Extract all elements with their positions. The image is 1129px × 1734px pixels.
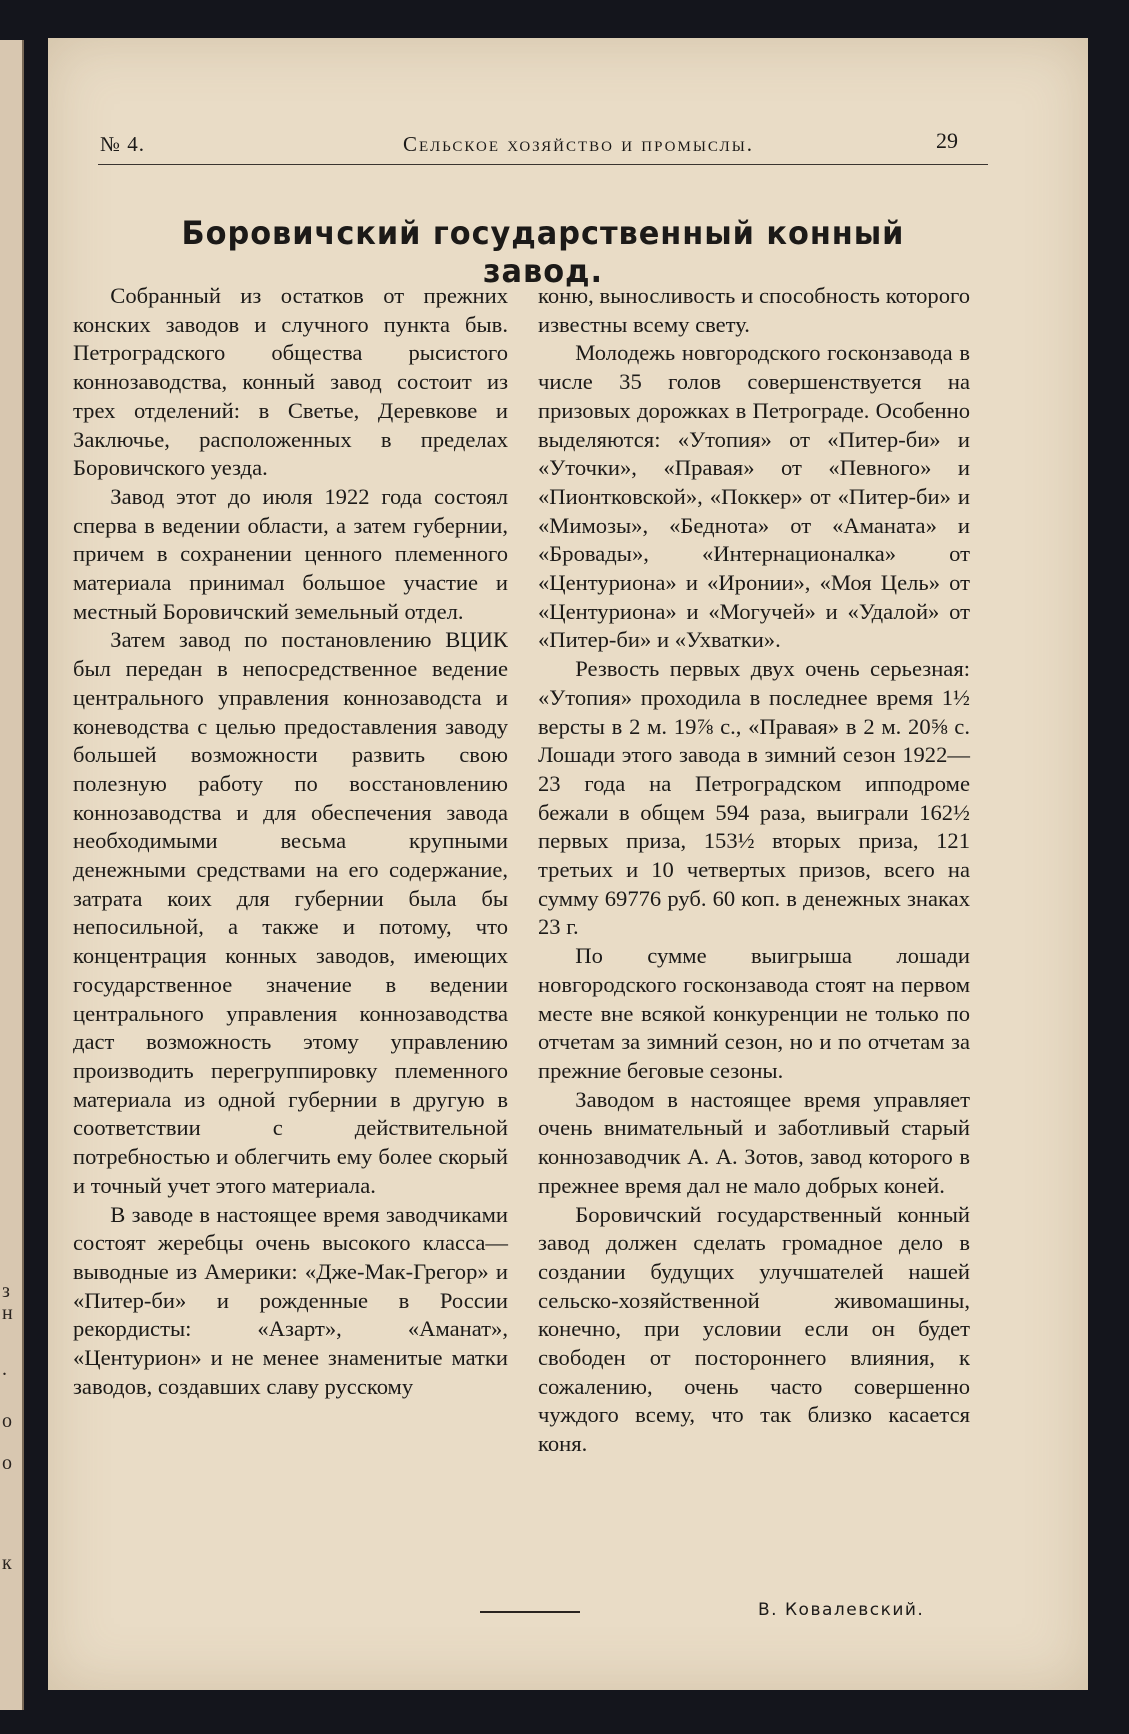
adjacent-page-fragment: о [2, 1410, 12, 1432]
running-header [98, 124, 988, 165]
paragraph: Затем завод по постановлению ВЦИК был передан в непосредственное ведение центрального управления коннозаводста и коневодства с целью предоставления заводу большей возможности развить свою полезную работу по восстановлению коннозаводства и для обеспечения завода необходимыми весьма крупными денежными средствами на его содержание, затрата коих для губернии была бы непосильной, а также и потому, что концентрация конных заводов, имеющих государственное значение в ведении центрального управления коннозаводства даст возможность этому управлению производить перегруппировку племенного материала из одной губернии в другую в соответствии с действительной потребностью и облегчить ему более скорый и точный учет этого материала. [73, 627, 508, 1198]
paragraph: По сумме выигрыша лошади новгородского госконзавода стоят на первом месте вне всякой конкуренции не только по отчетам за зимний сезон, но и по отчетам за прежние беговые сезоны. [538, 943, 970, 1083]
paragraph: Собранный из остатков от прежних конских заводов и случного пункта быв. Петроградского общества рысистого коннозаводства, конный завод состоит из трех отделений: в Светье, Деревкове и Заключье, расположенных в пределах Боровичского уезда. [73, 283, 508, 481]
paragraph: Молодежь новгородского госконзавода в числе 35 голов совершенствуется на призовых дорожках в Петрограде. Особенно выделяются: «Утопия» от «Питер-би» и «Уточки», «Правая» от «Певного» и «Пионтковской», «Поккер» от «Питер-би» и «Мимозы», «Беднота» от «Аманата» и «Бровады», «Интернационалка» от «Центуриона» и «Иронии», «Моя Цель» от «Центуриона» и «Могучей» и «Удалой» от «Питер-би» и «Ухватки». [538, 340, 970, 653]
paragraph: коню, выносливость и способность которого известны всему свету. [538, 283, 970, 337]
left-column [73, 282, 508, 1401]
journal-page [48, 38, 1088, 1690]
paragraph: Заводом в настоящее время управляет очень внимательный и заботливый старый коннозаводчик А. А. Зотов, завод которого в прежнее время дал не мало добрых коней. [538, 1086, 970, 1198]
adjacent-page-fragment: о [2, 1452, 12, 1474]
issue-number: № 4. [100, 132, 146, 156]
page-number: 29 [936, 128, 958, 153]
journal-title: Сельское хозяйство и промыслы. [403, 132, 755, 156]
adjacent-page-fragment: к [2, 1552, 12, 1574]
adjacent-page-fragment: . [2, 1358, 7, 1380]
adjacent-page-edge [0, 40, 24, 1710]
paragraph: Резвость первых двух очень серьезная: «Утопия» проходила в последнее время 1½ версты в 2 м. 19⅞ с., «Правая» в 2 м. 20⅝ с. Лошади этого завода в зимний сезон 1922—23 года на Петроградском ипподроме бежали в общем 594 раза, выиграли 162½ первых приза, 153½ вторых приза, 121 третьих и 10 четвертых призов, всего на сумму 69776 руб. 60 коп. в денежных знаках 23 г. [538, 656, 970, 940]
author-signature: В. Ковалевский. [758, 1600, 925, 1620]
article-title: Боровичский государственный конный завод. [181, 214, 905, 290]
paragraph: Завод этот до июля 1922 года состоял сперва в ведении области, а затем губернии, причем в сохранении ценного племенного материала принимал большое участие и местный Боровичский земельный отдел. [73, 483, 508, 624]
right-column [538, 282, 970, 1459]
paragraph: Боровичский государственный конный завод должен сделать громадное дело в создании будущих улучшателей нашей сельско-хозяйственной живомашины, конечно, при условии если он будет свободен от постороннего влияния, к сожалению, очень часто совершенно чуждого всему, что так близко касается коня. [538, 1201, 970, 1457]
adjacent-page-fragment: з [2, 1280, 10, 1302]
end-rule [480, 1611, 580, 1613]
adjacent-page-fragment: н [2, 1302, 13, 1324]
paragraph: В заводе в настоящее время заводчиками состоят жеребцы очень высокого класса—выводные из Америки: «Дже-Мак-Грегор» и «Питер-би» и рожденные в России рекордисты: «Азарт», «Аманат», «Центурион» и не менее знаменитые матки заводов, создавших славу русскому [73, 1201, 508, 1399]
